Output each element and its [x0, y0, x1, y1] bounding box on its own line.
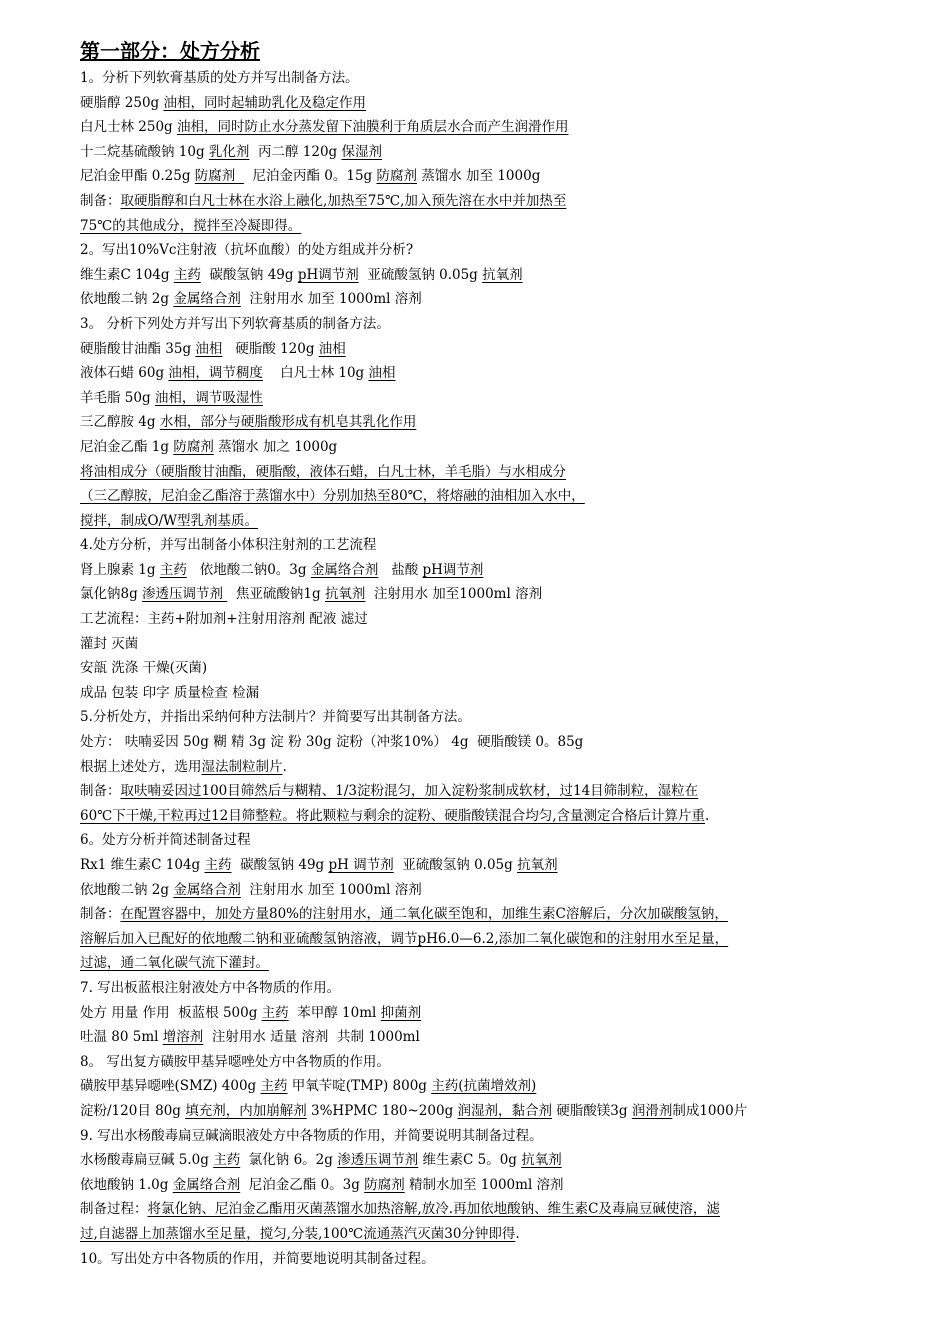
annotation-text: pH调节剂 [422, 561, 484, 578]
line-text: 精制水加至 1000ml 溶剂 [404, 1176, 564, 1193]
line-text: 硬脂醇 250g [80, 94, 164, 111]
line-text: 维生素C 104g [80, 266, 174, 283]
annotation-text: 过,自滤器上加蒸馏水至足量，搅匀,分装,100℃流通蒸汽灭菌30分钟即得 [80, 1225, 516, 1242]
line-text: 十二烷基硫酸钠 10g [80, 143, 209, 160]
annotation-text: 主药 [159, 561, 187, 578]
line-text: 三乙醇胺 4g [80, 414, 160, 431]
line-text: 硬脂酸 120g [222, 340, 319, 357]
text-line [80, 607, 910, 632]
text-line [80, 976, 910, 1001]
annotation-text: 过滤，通二氧化碳气流下灌封。 [80, 955, 269, 972]
annotation-text: 将油相成分（硬脂酸甘油酯，硬脂酸，液体石蜡，白凡士林，羊毛脂）与水相成分 [80, 463, 566, 480]
line-text: 制备： [80, 192, 121, 209]
line-text: 5.分析处方，并指出采纳何种方法制片？并简要写出其制备方法。 [80, 709, 471, 726]
line-text: 羊毛脂 50g [80, 389, 155, 406]
annotation-text: 油相，同时防止水分蒸发留下油膜利于角质层水合而产生润滑作用 [177, 119, 569, 136]
annotation-text: pH调节剂 [297, 266, 359, 283]
annotation-text: 抑菌剂 [380, 1004, 422, 1021]
line-text: 吐温 80 5ml [80, 1029, 163, 1046]
text-line [80, 1050, 910, 1075]
line-text: 尼泊金甲酯 0.25g [80, 168, 195, 185]
line-text: 白凡士林 250g [80, 119, 177, 136]
text-line [80, 91, 910, 116]
text-line [80, 1173, 910, 1198]
text-line [80, 730, 910, 755]
text-line [80, 263, 910, 288]
annotation-text: 润湿剂，黏合剂 [457, 1102, 553, 1119]
text-line [80, 1148, 910, 1173]
annotation-text: pH 调节剂 [328, 857, 394, 873]
line-text: 3%HPMC 180~200g [306, 1102, 458, 1119]
line-text: 2。写出10%Vc注射液（抗坏血酸）的处方组成并分析? [80, 242, 414, 259]
text-line [80, 214, 910, 239]
annotation-text: 抗氧剂 [482, 266, 523, 283]
line-text: 处方 用量 作用 板蓝根 500g [80, 1004, 262, 1021]
annotation-text: 渗透压调节剂 [142, 586, 228, 603]
line-text: 1。分析下列软膏基质的处方并写出制备方法。 [80, 70, 359, 86]
annotation-text: 金属络合剂 [173, 291, 241, 308]
text-line [80, 238, 910, 263]
line-text: 成品 包装 印字 质量检查 检漏 [80, 684, 260, 701]
line-text: 亚硫酸氢钠 0.05g [358, 266, 483, 283]
line-text: 尼泊金丙酯 0。15g [243, 168, 377, 185]
text-line [80, 1074, 910, 1099]
text-line [80, 1124, 910, 1149]
text-line [80, 828, 910, 853]
annotation-text: 防腐剂 [364, 1176, 405, 1193]
line-text: 肾上腺素 1g [80, 561, 160, 578]
line-text: 碳酸氢钠 49g [231, 857, 329, 873]
annotation-text: 乳化剂 [208, 143, 250, 160]
text-line [80, 287, 910, 312]
annotation-text: 油相，调节稠度 [168, 365, 263, 382]
text-line [80, 164, 910, 189]
text-line [80, 558, 910, 583]
text-line [80, 386, 910, 411]
text-line [80, 435, 910, 460]
line-text: Rx1 维生素C 104g [80, 857, 205, 873]
line-text: 水杨酸毒扁豆碱 5.0g [80, 1152, 214, 1169]
annotation-text: 主药 [261, 1004, 289, 1021]
text-line [80, 460, 910, 485]
annotation-text: 主药 [204, 857, 232, 873]
text-line [80, 484, 910, 509]
line-text: 蒸馏水 加至 1000g [416, 168, 541, 185]
line-text: 亚硫酸氢钠 0.05g [393, 857, 518, 873]
text-line [80, 312, 910, 337]
annotation-text: 将氯化钠、尼泊金乙酯用灭菌蒸馏水加热溶解,放冷.再加依地酸钠、维生素C及毒扁豆碱使溶，滤 [147, 1201, 720, 1218]
text-line [80, 1001, 910, 1026]
annotation-text: （三乙醇胺，尼泊金乙酯溶于蒸馏水中）分别加热至80℃，将熔融的油相加入水中， [80, 488, 585, 505]
text-line [80, 902, 910, 927]
annotation-text: 填充剂，内加崩解剂 [185, 1102, 307, 1119]
text-line [80, 705, 910, 730]
text-line [80, 951, 910, 976]
annotation-text: 主药(抗菌增效剂) [431, 1078, 537, 1095]
line-text: 6。处方分析并简述制备过程 [80, 832, 251, 849]
line-text: 苯甲醇 10ml [288, 1004, 381, 1021]
line-text: . [705, 807, 710, 824]
text-line [80, 1222, 910, 1247]
annotation-text: 湿法制粒制片 [201, 758, 283, 775]
annotation-text: 油相 [318, 340, 346, 357]
annotation-text: 抗氧剂 [521, 1152, 562, 1169]
section-title: 第一部分：处方分析 [80, 39, 260, 63]
line-text: 盐酸 [378, 561, 423, 578]
text-line [80, 115, 910, 140]
text-line [80, 140, 910, 165]
line-text: 白凡士林 10g [262, 365, 369, 382]
line-text: 蒸馏水 加之 1000g [213, 438, 338, 455]
line-text: 液体石蜡 60g [80, 365, 169, 382]
annotation-text: 75℃的其他成分，搅拌至冷凝即得。 [80, 217, 302, 234]
annotation-text: 60℃下干燥,干粒再过12目筛整粒。将此颗粒与剩余的淀粉、硬脂酸镁混合均匀,含量测定合格后计算片重 [80, 807, 706, 824]
line-text: 依地酸钠 1.0g [80, 1176, 173, 1193]
text-line [80, 1099, 910, 1124]
line-text: 注射用水 加至 1000ml 溶剂 [240, 291, 422, 308]
annotation-text: 溶解后加入已配好的依地酸二钠和亚硫酸氢钠溶液，调节pH6.0—6.2,添加二氧化碳饱和的注射用水至足量， [80, 930, 729, 947]
text-line [80, 927, 910, 952]
line-text: 依地酸二钠 2g [80, 291, 174, 308]
text-line [80, 656, 910, 681]
line-text: 焦亚硫酸钠1g [227, 586, 325, 603]
annotation-text: 油相，调节吸湿性 [154, 389, 263, 406]
annotation-text: 油相 [368, 365, 396, 382]
text-line [80, 804, 910, 829]
annotation-text: 主药 [173, 266, 201, 283]
line-text: 3。 分析下列处方并写出下列软膏基质的制备方法。 [80, 315, 390, 332]
line-text: 注射用水 适量 溶剂 共制 1000ml [203, 1029, 420, 1046]
text-line [80, 410, 910, 435]
line-text: . [282, 758, 287, 775]
line-text: 4.处方分析，并写出制备小体积注射剂的工艺流程 [80, 537, 377, 554]
line-text: 注射用水 加至1000ml 溶剂 [365, 586, 543, 603]
annotation-text: 金属络合剂 [173, 881, 241, 898]
line-text: 灌封 灭菌 [80, 635, 139, 652]
line-text: 9. 写出水杨酸毒扁豆碱滴眼液处方中各物质的作用，并简要说明其制备过程。 [80, 1127, 543, 1144]
line-text: 制备过程： [80, 1201, 148, 1218]
line-text: 碳酸氢钠 49g [200, 266, 298, 283]
text-line [80, 1025, 910, 1050]
annotation-text: 增溶剂 [162, 1029, 204, 1046]
annotation-text: 防腐剂 [376, 168, 417, 185]
annotation-text: 金属络合剂 [172, 1176, 241, 1193]
line-text: 8。 写出复方磺胺甲基异噁唑处方中各物质的作用。 [80, 1053, 390, 1070]
line-text: 氯化钠 6。2g [240, 1152, 338, 1169]
document-page [80, 36, 910, 1271]
line-text: 处方： 呋喃妥因 50g 糊 精 3g 淀 粉 30g 淀粉（冲浆10%） 4g 硬脂酸镁 0。85g [80, 734, 584, 751]
line-text: 磺胺甲基异噁唑(SMZ) 400g [80, 1078, 261, 1095]
line-text: 根据上述处方，选用 [80, 758, 202, 775]
line-text: 注射用水 加至 1000ml 溶剂 [240, 881, 422, 898]
line-text: 硬脂酸镁3g [552, 1102, 632, 1119]
annotation-text: 取硬脂醇和白凡士林在水浴上融化,加热至75℃,加入预先溶在水中并加热至 [120, 192, 567, 209]
annotation-text: 主药 [213, 1152, 241, 1169]
annotation-text: 搅拌，制成O/W型乳剂基质。 [80, 512, 258, 529]
text-line [80, 66, 910, 91]
annotation-text: 取呋喃妥因过100目筛然后与糊精、1/3淀粉混匀，加入淀粉浆制成软材，过14目筛制粒，湿粒在 [120, 783, 699, 800]
line-text: 丙二醇 120g [249, 143, 342, 160]
annotation-text: 金属络合剂 [310, 561, 379, 578]
annotation-text: 油相 [195, 340, 223, 357]
line-text: 安瓿 洗涤 干燥(灭菌) [80, 660, 208, 677]
line-text: . [515, 1225, 520, 1242]
line-text: 7. 写出板蓝根注射液处方中各物质的作用。 [80, 979, 341, 996]
annotation-text: 渗透压调节剂 [337, 1152, 419, 1169]
annotation-text: 防腐剂 [194, 168, 244, 185]
text-line [80, 681, 910, 706]
line-text: 工艺流程：主药+附加剂+注射用溶剂 配液 滤过 [80, 611, 368, 628]
annotation-text: 抗氧剂 [324, 586, 366, 603]
line-text: 尼泊金乙酯 1g [80, 438, 174, 455]
text-line [80, 779, 910, 804]
text-line [80, 533, 910, 558]
text-line [80, 878, 910, 903]
line-text: 氯化钠8g [80, 586, 143, 603]
line-text: 10。写出处方中各物质的作用，并简要地说明其制备过程。 [80, 1250, 435, 1267]
annotation-text: 水相，部分与硬脂酸形成有机皂其乳化作用 [159, 414, 417, 431]
annotation-text: 保湿剂 [341, 143, 382, 160]
document-body [80, 66, 910, 1271]
annotation-text: 主药 [260, 1078, 288, 1095]
line-text: 依地酸二钠0。3g [186, 561, 311, 578]
annotation-text: 润滑剂 [631, 1102, 673, 1119]
line-text: 硬脂酸甘油酯 35g [80, 340, 196, 357]
text-line [80, 189, 910, 214]
line-text: 甲氧苄啶(TMP) 800g [287, 1078, 432, 1095]
text-line [80, 632, 910, 657]
annotation-text: 抗氧剂 [517, 857, 558, 873]
line-text: 制成1000片 [672, 1102, 748, 1119]
annotation-text: 在配置容器中，加处方量80%的注射用水，通二氧化碳至饱和，加维生素C溶解后，分次加碳酸氢钠， [120, 906, 728, 923]
text-line [80, 853, 910, 878]
line-text: 维生素C 5。0g [418, 1152, 522, 1169]
text-line [80, 755, 910, 780]
line-text: 制备： [80, 783, 121, 800]
line-text: 淀粉/120目 80g [80, 1102, 186, 1119]
annotation-text: 油相，同时起辅助乳化及稳定作用 [163, 94, 366, 111]
annotation-text: 防腐剂 [173, 438, 214, 455]
text-line [80, 582, 910, 607]
text-line [80, 337, 910, 362]
text-line [80, 361, 910, 386]
text-line [80, 509, 910, 534]
line-text: 尼泊金乙酯 0。3g [240, 1176, 365, 1193]
text-line [80, 1197, 910, 1222]
line-text: 依地酸二钠 2g [80, 881, 174, 898]
text-line [80, 1247, 910, 1272]
line-text: 制备： [80, 906, 121, 923]
